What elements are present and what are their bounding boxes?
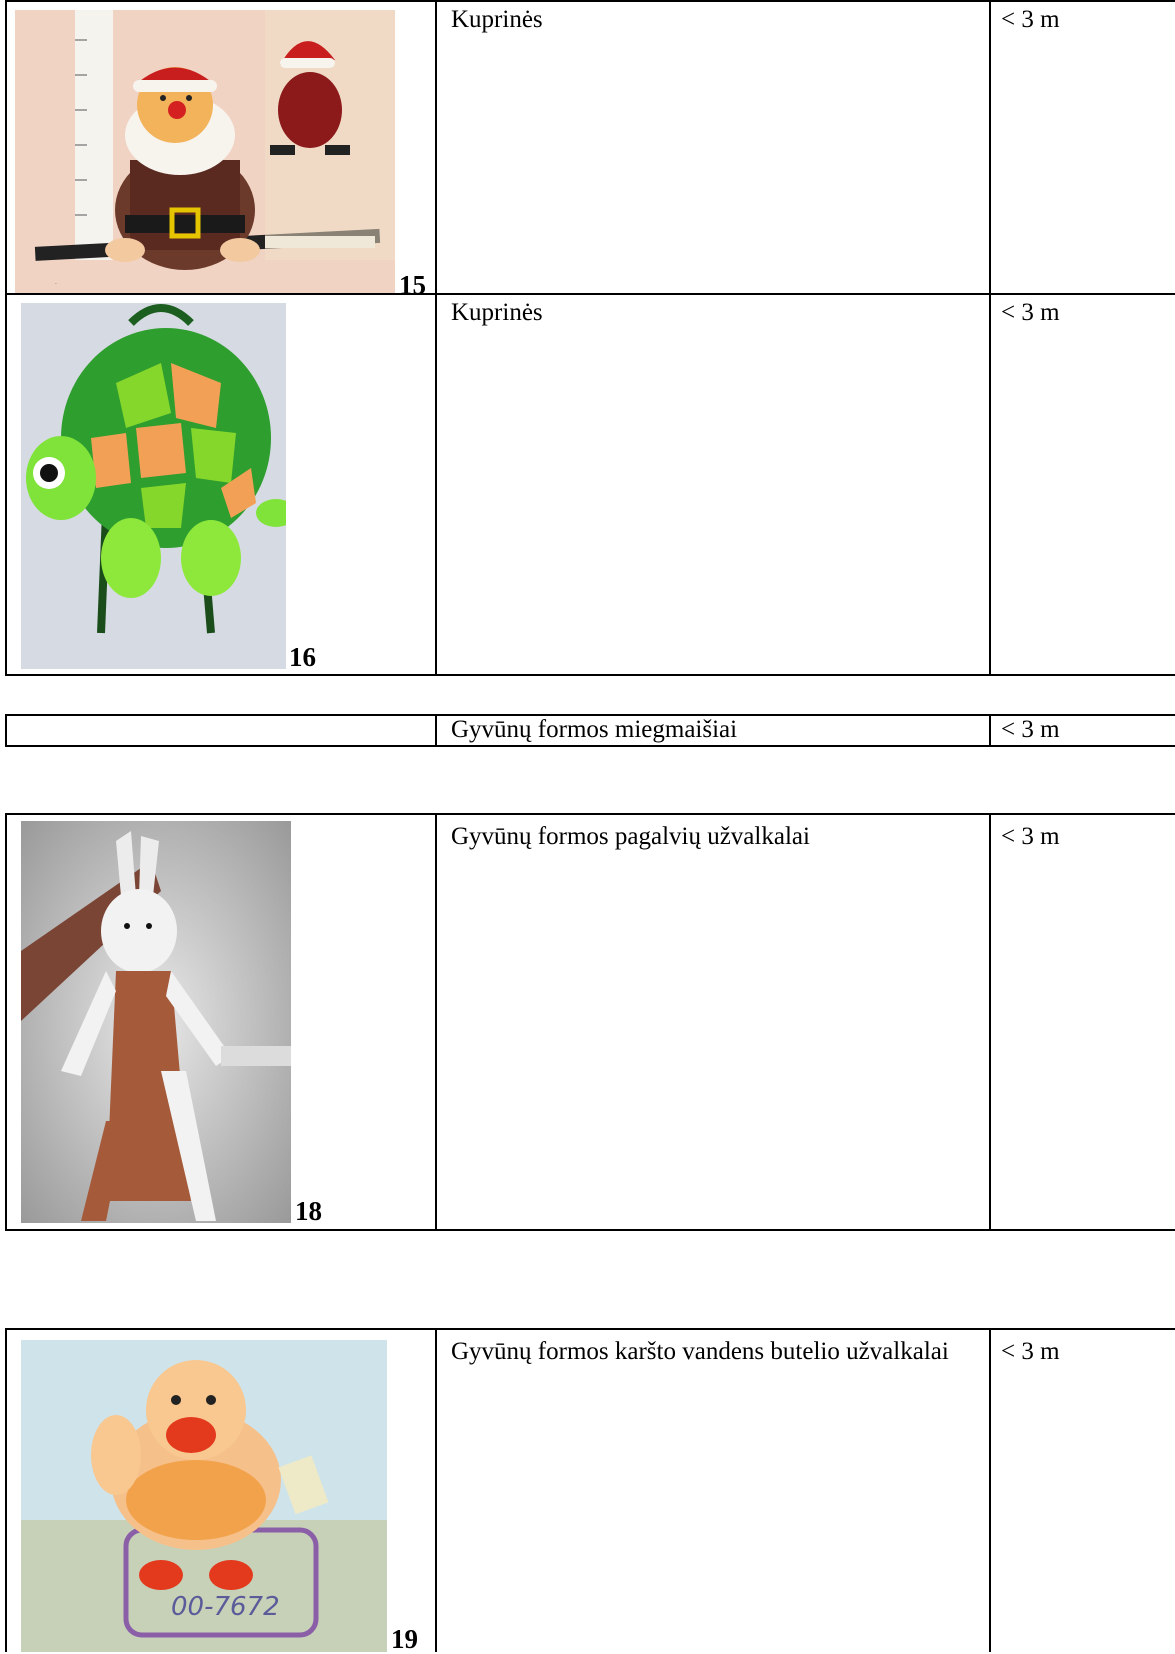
table-row xyxy=(7,815,1175,1229)
item-age: < 3 m xyxy=(1001,299,1060,326)
santa-backpack-photo xyxy=(15,10,395,293)
description-cell xyxy=(435,815,989,1229)
image-cell xyxy=(7,716,435,745)
age-cell xyxy=(989,295,1175,676)
item-age: < 3 m xyxy=(1001,716,1060,743)
item-number: 18 xyxy=(295,1196,322,1226)
duck-hot-water-bottle-cover-photo xyxy=(21,1340,387,1652)
item-number: 16 xyxy=(289,642,316,672)
item-description: Gyvūnų formos miegmaišiai xyxy=(451,716,738,743)
table-row xyxy=(7,716,1175,745)
item-age: < 3 m xyxy=(1001,823,1060,850)
turtle-backpack-photo xyxy=(21,303,286,669)
svg-text:·: · xyxy=(55,281,57,288)
image-cell xyxy=(7,2,435,300)
item-description: Kuprinės xyxy=(451,299,543,326)
table-row xyxy=(7,295,1175,676)
table-row xyxy=(7,1330,1175,1652)
description-cell xyxy=(435,2,989,293)
rabbit-pillow-cover-photo xyxy=(21,821,291,1223)
item-number: 15 xyxy=(399,270,426,300)
item-age: < 3 m xyxy=(1001,6,1060,33)
product-table-2 xyxy=(5,714,1175,747)
age-cell xyxy=(989,716,1175,745)
age-cell xyxy=(989,2,1175,293)
image-cell xyxy=(7,295,435,676)
age-cell xyxy=(989,815,1175,1229)
item-age: < 3 m xyxy=(1001,1338,1060,1365)
product-table-1 xyxy=(5,0,1175,676)
product-table-3 xyxy=(5,813,1175,1231)
description-cell xyxy=(435,1330,989,1652)
table-row xyxy=(7,2,1175,300)
image-cell xyxy=(7,1330,435,1652)
item-description: Kuprinės xyxy=(451,6,543,33)
description-cell xyxy=(435,716,989,745)
age-cell xyxy=(989,1330,1175,1652)
item-number: 19 xyxy=(391,1624,418,1654)
item-description: Gyvūnų formos karšto vandens butelio užvalkalai xyxy=(451,1338,949,1365)
description-cell xyxy=(435,295,989,676)
image-cell xyxy=(7,815,435,1229)
product-table-4 xyxy=(5,1328,1175,1652)
item-description: Gyvūnų formos pagalvių užvalkalai xyxy=(451,823,810,850)
label-code: 00-7672 xyxy=(171,1592,280,1622)
